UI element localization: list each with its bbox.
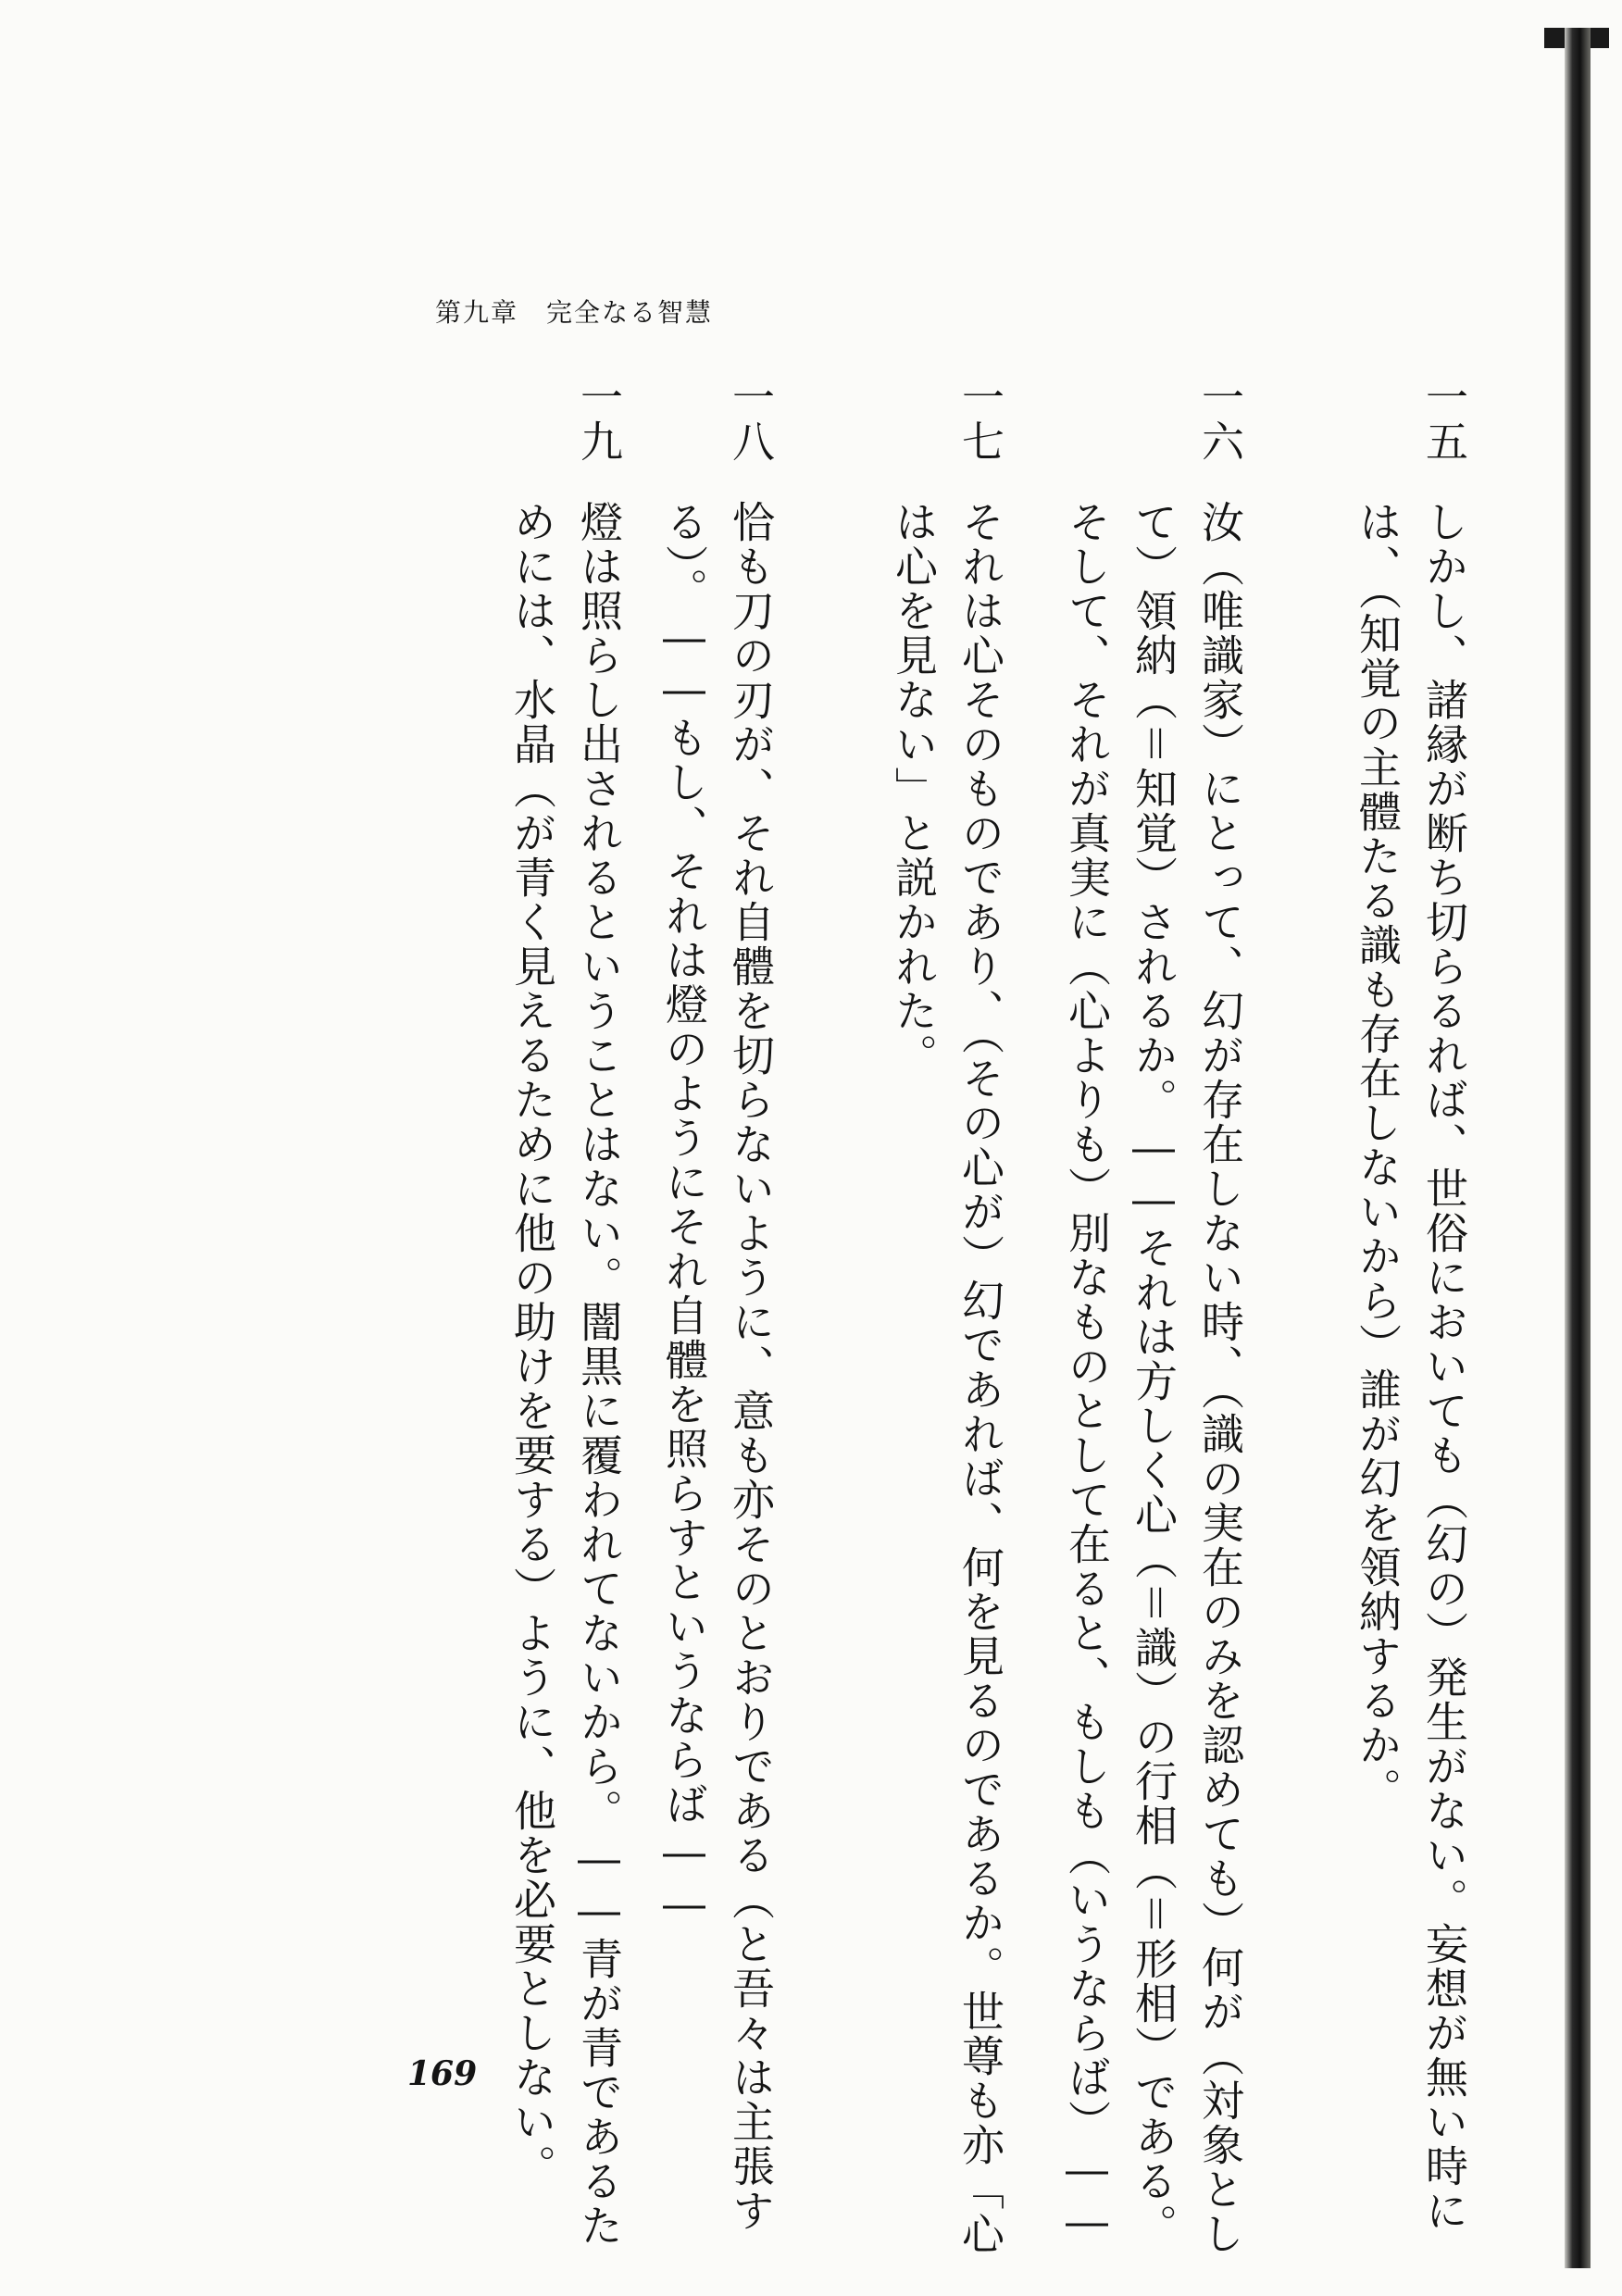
verse-line: 燈は照らし出されるということはない。闇黒に覆われてないから。――青が青であるた (574, 500, 624, 2248)
verse-line: それは心そのものであり、（その心が）幻であれば、何を見るのであるか。世尊も亦「心 (955, 500, 1005, 2256)
verse-number: 一五 (1419, 375, 1469, 464)
verse-number: 一六 (1195, 375, 1245, 464)
verse-line: しかし、諸縁が断ち切らるれば、世俗においても（幻の）発生がない。妄想が無い時に (1419, 500, 1469, 2233)
verse-line: て）領納（＝知覚）されるか。――それは方しく心（＝識）の行相（＝形相）である。 (1129, 500, 1179, 2248)
running-head: 第九章 完全なる智慧 (435, 297, 714, 328)
verse-line: そして、それが真実に（心よりも）別なものとして在ると、もしも（いうならば）―― (1062, 500, 1112, 2248)
verse-number: 一九 (574, 375, 624, 464)
verse-line: 恰も刀の刃が、それ自體を切らないように、意も亦そのとおりである（と吾々は主張す (726, 500, 776, 2233)
verse-line: る）。――もし、それは燈のようにそれ自體を照らすというならば―― (659, 500, 709, 1930)
verse-line: は心を見ない」と説かれた。 (889, 500, 939, 1078)
verse-line: 汝（唯識家）にとって、幻が存在しない時、（識の実在のみを認めても）何が（対象とし (1195, 500, 1245, 2256)
page-number: 169 (407, 2054, 478, 2093)
verse-number: 一七 (955, 375, 1005, 464)
verse-line: は、（知覚の主體たる識も存在しないから）誰が幻を領納するか。 (1353, 500, 1403, 1812)
book-spine-edge (1565, 28, 1591, 2268)
verse-number: 一八 (726, 375, 776, 464)
verse-line: めには、水晶（が青く見えるために他の助けを要する）ように、他を必要としない。 (507, 500, 557, 2189)
